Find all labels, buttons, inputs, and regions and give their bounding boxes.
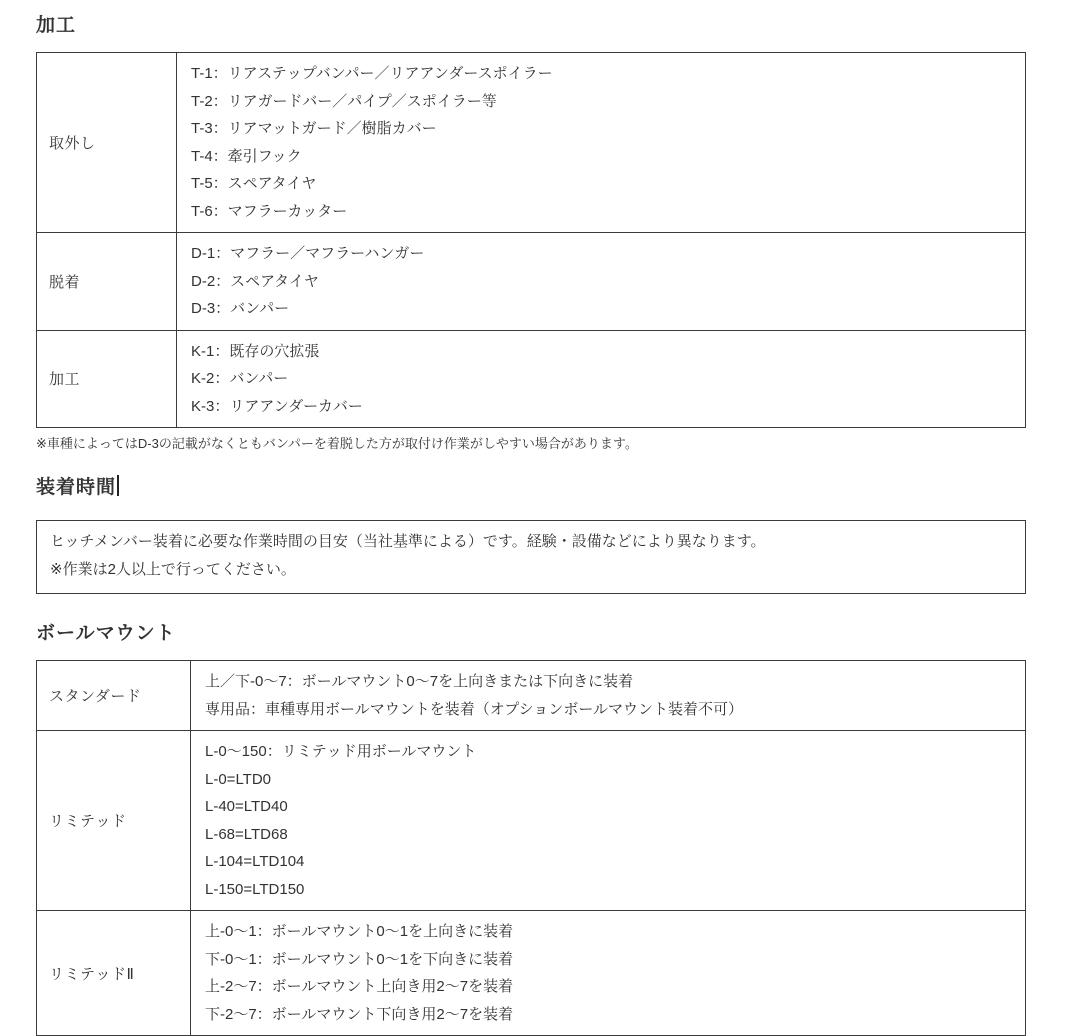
row-label: 加工 bbox=[37, 330, 177, 428]
row-label: リミテッドⅡ bbox=[37, 911, 191, 1036]
item-line: D-3：バンパー bbox=[191, 300, 290, 317]
item-line: K-3：リアアンダーカバー bbox=[191, 397, 363, 415]
item-line: 下-0～1：ボールマウント0～1を下向きに装着 bbox=[205, 950, 514, 968]
processing-footnote: ※車種によってはD-3の記載がなくともバンパーを着脱した方が取付け作業がしやすい場合があります。 bbox=[36, 436, 638, 451]
processing-section-heading: 加工 bbox=[36, 15, 77, 36]
row-items bbox=[191, 731, 1026, 911]
row-items bbox=[191, 911, 1026, 1036]
item-line: K-2：バンパー bbox=[191, 370, 289, 387]
item-line: L-0=LTD0 bbox=[205, 770, 272, 788]
row-label: リミテッド bbox=[37, 731, 191, 911]
install-time-info-box bbox=[36, 520, 1026, 594]
processing-table bbox=[36, 52, 1026, 428]
table-row bbox=[37, 911, 1026, 1036]
row-label: 取外し bbox=[37, 53, 177, 233]
item-line: L-0～150：リミテッド用ボールマウント bbox=[205, 743, 477, 760]
item-line: L-40=LTD40 bbox=[205, 798, 288, 815]
table-row bbox=[37, 661, 1026, 731]
row-label: スタンダード bbox=[37, 661, 191, 731]
item-line: K-1：既存の穴拡張 bbox=[191, 342, 320, 360]
table-row bbox=[37, 233, 1026, 331]
row-items bbox=[177, 233, 1026, 331]
info-line: ヒッチメンバー装着に必要な作業時間の目安（当社基準による）です。経験・設備などにより異なります。 bbox=[50, 533, 766, 550]
item-line: 上-2～7：ボールマウント上向き用2～7を装着 bbox=[205, 978, 514, 995]
item-line: T-6：マフラーカッター bbox=[191, 202, 348, 220]
row-items bbox=[191, 661, 1026, 731]
item-line: D-2：スペアタイヤ bbox=[191, 272, 319, 290]
table-row bbox=[37, 53, 1026, 233]
row-items bbox=[177, 53, 1026, 233]
row-items bbox=[177, 330, 1026, 428]
row-label: 脱着 bbox=[37, 233, 177, 331]
item-line: L-68=LTD68 bbox=[205, 825, 288, 843]
item-line: L-104=LTD104 bbox=[205, 853, 305, 870]
item-line: 下-2～7：ボールマウント下向き用2～7を装着 bbox=[205, 1005, 514, 1023]
ball-mount-section-heading: ボールマウント bbox=[36, 623, 176, 644]
item-line: 上／下-0～7：ボールマウント0～7を上向きまたは下向きに装着 bbox=[205, 673, 634, 690]
item-line: L-150=LTD150 bbox=[205, 880, 305, 898]
item-line: T-3：リアマットガード／樹脂カバー bbox=[191, 120, 437, 137]
ball-mount-table bbox=[36, 660, 1026, 1036]
text-cursor bbox=[117, 475, 119, 496]
item-line: T-1：リアステップバンパー／リアアンダースポイラー bbox=[191, 65, 553, 82]
item-line: 専用品：車種専用ボールマウントを装着（オプションボールマウント装着不可） bbox=[205, 700, 744, 718]
item-line: D-1：マフラー／マフラーハンガー bbox=[191, 245, 425, 262]
install-time-section-heading bbox=[36, 475, 1026, 499]
table-row bbox=[37, 330, 1026, 428]
item-line: T-5：スペアタイヤ bbox=[191, 175, 317, 192]
item-line: T-4：牽引フック bbox=[191, 147, 302, 165]
install-time-heading-text: 装着時間 bbox=[36, 477, 117, 498]
item-line: 上-0～1：ボールマウント0～1を上向きに装着 bbox=[205, 923, 514, 940]
table-row bbox=[37, 731, 1026, 911]
info-line: ※作業は2人以上で行ってください。 bbox=[50, 560, 296, 578]
item-line: T-2：リアガードバー／パイプ／スポイラー等 bbox=[191, 92, 497, 110]
